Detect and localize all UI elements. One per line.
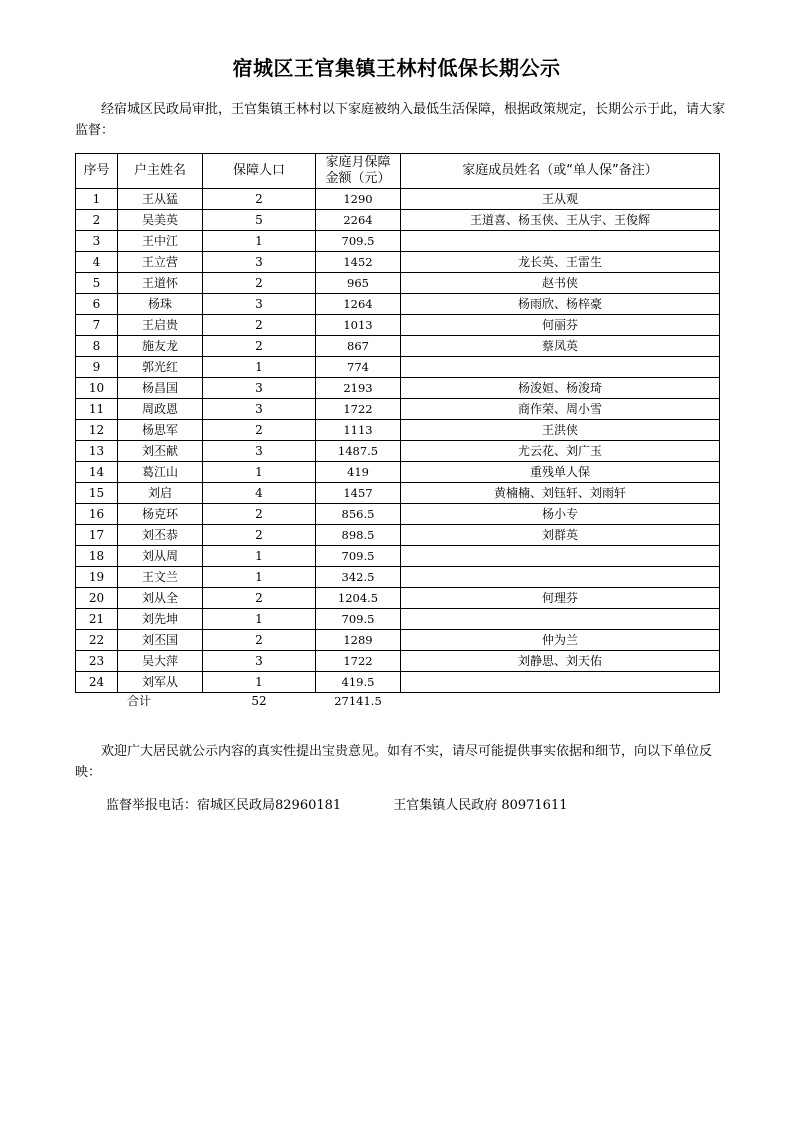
row-persons: 1: [203, 231, 316, 252]
row-amount: 1289: [316, 630, 401, 651]
row-household-head: 吴美英: [118, 210, 203, 231]
row-members: 杨雨欣、杨梓豪: [401, 294, 720, 315]
row-household-head: 葛江山: [118, 462, 203, 483]
row-seq: 22: [76, 630, 118, 651]
row-members: 何丽芬: [401, 315, 720, 336]
row-members: 尤云花、刘广玉: [401, 441, 720, 462]
row-seq: 10: [76, 378, 118, 399]
table-row: [76, 336, 720, 357]
row-persons: 1: [203, 357, 316, 378]
row-persons: 2: [203, 336, 316, 357]
row-household-head: 刘先坤: [118, 609, 203, 630]
row-members: 重残单人保: [401, 462, 720, 483]
row-household-head: 王启贵: [118, 315, 203, 336]
table-row: [76, 210, 720, 231]
row-household-head: 刘军从: [118, 672, 203, 693]
row-household-head: 王立营: [118, 252, 203, 273]
row-household-head: 杨昌国: [118, 378, 203, 399]
row-seq: 14: [76, 462, 118, 483]
table-row: [76, 546, 720, 567]
row-household-head: 杨思军: [118, 420, 203, 441]
row-household-head: 刘从周: [118, 546, 203, 567]
row-amount: 774: [316, 357, 401, 378]
row-persons: 5: [203, 210, 316, 231]
row-members: 杨浚姮、杨浚琦: [401, 378, 720, 399]
row-seq: 6: [76, 294, 118, 315]
row-seq: 3: [76, 231, 118, 252]
feedback-note: 欢迎广大居民就公示内容的真实性提出宝贵意见。如有不实，请尽可能提供事实依据和细节，向以下单位反映：: [75, 744, 713, 780]
table-row: [76, 504, 720, 525]
row-amount: 709.5: [316, 231, 401, 252]
table-row: [76, 357, 720, 378]
total-label: 合计: [76, 693, 203, 711]
row-seq: 11: [76, 399, 118, 420]
row-amount: 709.5: [316, 546, 401, 567]
row-household-head: 杨克环: [118, 504, 203, 525]
row-members: 仲为兰: [401, 630, 720, 651]
total-row: [76, 693, 720, 711]
row-household-head: 杨珠: [118, 294, 203, 315]
row-amount: 1204.5: [316, 588, 401, 609]
row-seq: 13: [76, 441, 118, 462]
row-amount: 419: [316, 462, 401, 483]
row-household-head: 王文兰: [118, 567, 203, 588]
table-row: [76, 651, 720, 672]
header-household-head: 户主姓名: [118, 154, 203, 189]
row-persons: 2: [203, 630, 316, 651]
row-persons: 2: [203, 189, 316, 210]
row-amount: 1722: [316, 651, 401, 672]
table-row: [76, 378, 720, 399]
table-row: [76, 231, 720, 252]
table-row: [76, 399, 720, 420]
table-row: [76, 630, 720, 651]
header-seq: 序号: [76, 154, 118, 189]
row-seq: 18: [76, 546, 118, 567]
row-seq: 4: [76, 252, 118, 273]
table-row: [76, 273, 720, 294]
row-members: 刘群英: [401, 525, 720, 546]
row-members: [401, 231, 720, 252]
table-row: [76, 252, 720, 273]
table-row: [76, 609, 720, 630]
table-row: [76, 420, 720, 441]
row-persons: 3: [203, 441, 316, 462]
row-members: [401, 609, 720, 630]
row-amount: 856.5: [316, 504, 401, 525]
row-amount: 1290: [316, 189, 401, 210]
header-persons: 保障人口: [203, 154, 316, 189]
row-seq: 1: [76, 189, 118, 210]
row-household-head: 周政恩: [118, 399, 203, 420]
row-seq: 20: [76, 588, 118, 609]
row-amount: 709.5: [316, 609, 401, 630]
row-amount: 1113: [316, 420, 401, 441]
row-persons: 3: [203, 294, 316, 315]
row-persons: 2: [203, 315, 316, 336]
row-persons: 2: [203, 420, 316, 441]
row-members: 王道喜、杨玉侠、王从宇、王俊辉: [401, 210, 720, 231]
row-household-head: 王中江: [118, 231, 203, 252]
row-members: 商作荣、周小雪: [401, 399, 720, 420]
row-members: 何理芬: [401, 588, 720, 609]
row-household-head: 刘启: [118, 483, 203, 504]
header-amount: [316, 154, 401, 189]
contact-town-government: 王官集镇人民政府 80971611: [393, 798, 568, 813]
row-persons: 1: [203, 609, 316, 630]
row-amount: 898.5: [316, 525, 401, 546]
row-seq: 8: [76, 336, 118, 357]
table-header-row: [76, 154, 720, 189]
header-amount-line2: 金额（元）: [325, 171, 391, 186]
intro-paragraph: 经宿城区民政局审批，王官集镇王林村以下家庭被纳入最低生活保障，根据政策规定，长期公示于此，请大家监督：: [75, 102, 726, 138]
row-amount: 2264: [316, 210, 401, 231]
row-persons: 3: [203, 378, 316, 399]
table-row: [76, 294, 720, 315]
total-persons: 52: [203, 693, 316, 711]
row-members: [401, 567, 720, 588]
row-members: 王从观: [401, 189, 720, 210]
table-row: [76, 588, 720, 609]
header-members: 家庭成员姓名（或“单人保”备注）: [401, 154, 720, 189]
row-household-head: 郭光红: [118, 357, 203, 378]
row-household-head: 吴大萍: [118, 651, 203, 672]
row-seq: 7: [76, 315, 118, 336]
row-members: [401, 546, 720, 567]
row-amount: 2193: [316, 378, 401, 399]
row-members: 刘静思、刘天佑: [401, 651, 720, 672]
row-persons: 3: [203, 399, 316, 420]
row-members: 龙长英、王雷生: [401, 252, 720, 273]
row-seq: 23: [76, 651, 118, 672]
row-amount: 342.5: [316, 567, 401, 588]
subsidy-table: [75, 153, 720, 710]
row-members: [401, 357, 720, 378]
row-members: 蔡凤英: [401, 336, 720, 357]
row-household-head: 刘丕恭: [118, 525, 203, 546]
table-row: [76, 462, 720, 483]
row-seq: 12: [76, 420, 118, 441]
row-persons: 1: [203, 567, 316, 588]
contact-line: [106, 794, 568, 813]
row-household-head: 王道怀: [118, 273, 203, 294]
contact-civil-affairs: 宿城区民政局82960181: [197, 798, 342, 813]
row-persons: 2: [203, 525, 316, 546]
row-amount: 1452: [316, 252, 401, 273]
row-household-head: 刘丕献: [118, 441, 203, 462]
row-members: 王洪侠: [401, 420, 720, 441]
table-row: [76, 525, 720, 546]
row-persons: 3: [203, 252, 316, 273]
row-members: 杨小专: [401, 504, 720, 525]
row-household-head: 刘丕国: [118, 630, 203, 651]
row-seq: 19: [76, 567, 118, 588]
row-seq: 2: [76, 210, 118, 231]
row-persons: 1: [203, 462, 316, 483]
row-persons: 2: [203, 273, 316, 294]
row-members: [401, 672, 720, 693]
row-seq: 16: [76, 504, 118, 525]
row-household-head: 施友龙: [118, 336, 203, 357]
header-amount-line1: 家庭月保障: [325, 155, 391, 170]
page-title: 宿城区王官集镇王林村低保长期公示: [232, 56, 561, 80]
row-household-head: 刘从全: [118, 588, 203, 609]
row-seq: 5: [76, 273, 118, 294]
contact-label: 监督举报电话：: [106, 798, 198, 813]
table-row: [76, 483, 720, 504]
row-amount: 419.5: [316, 672, 401, 693]
row-persons: 3: [203, 651, 316, 672]
row-seq: 15: [76, 483, 118, 504]
row-amount: 1722: [316, 399, 401, 420]
row-amount: 1487.5: [316, 441, 401, 462]
row-persons: 1: [203, 672, 316, 693]
row-amount: 867: [316, 336, 401, 357]
row-household-head: 王从猛: [118, 189, 203, 210]
row-amount: 965: [316, 273, 401, 294]
row-seq: 9: [76, 357, 118, 378]
total-amount: 27141.5: [316, 693, 401, 711]
row-members: 赵书侠: [401, 273, 720, 294]
table-row: [76, 672, 720, 693]
row-persons: 2: [203, 588, 316, 609]
row-amount: 1457: [316, 483, 401, 504]
row-amount: 1264: [316, 294, 401, 315]
row-persons: 4: [203, 483, 316, 504]
row-amount: 1013: [316, 315, 401, 336]
row-persons: 1: [203, 546, 316, 567]
table-row: [76, 315, 720, 336]
row-members: 黄楠楠、刘钰轩、刘雨轩: [401, 483, 720, 504]
row-seq: 17: [76, 525, 118, 546]
table-row: [76, 189, 720, 210]
table-row: [76, 441, 720, 462]
row-persons: 2: [203, 504, 316, 525]
total-blank: [401, 693, 720, 711]
row-seq: 24: [76, 672, 118, 693]
row-seq: 21: [76, 609, 118, 630]
table-row: [76, 567, 720, 588]
